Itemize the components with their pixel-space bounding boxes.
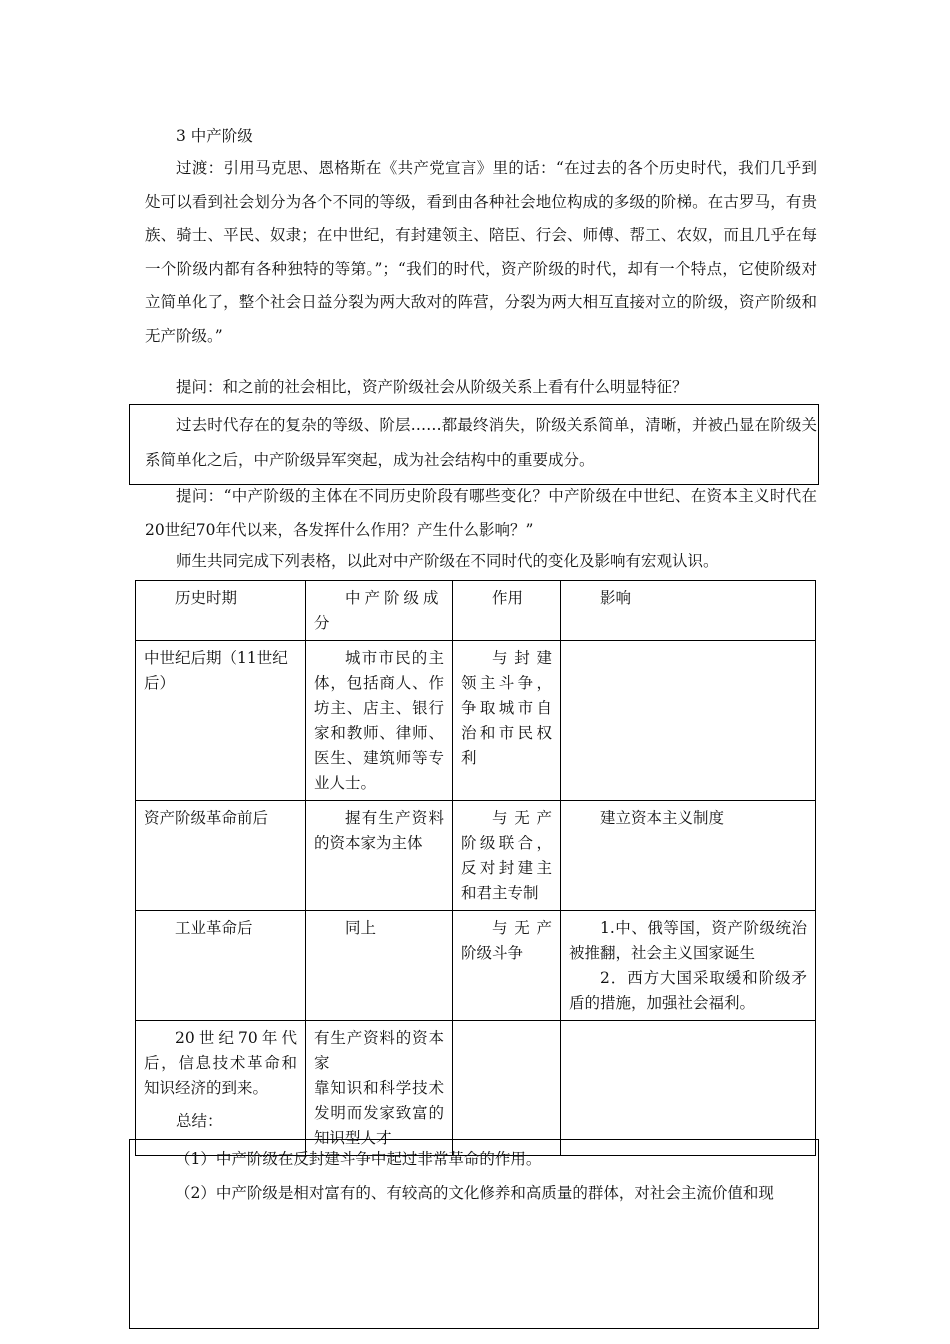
cell-role: 与无产阶级联合，反对封建主和君主专制 (453, 801, 561, 911)
summary-box (129, 1139, 819, 1329)
middle-class-table (135, 580, 816, 1156)
section-heading: 3 中产阶级 (176, 127, 253, 145)
table-row (136, 801, 816, 911)
header-period: 历史时期 (136, 581, 306, 641)
cell-composition: 城市市民的主体，包括商人、作坊主、店主、银行家和教师、律师、医生、建筑师等专业人士。 (306, 641, 453, 801)
table-header-row (136, 581, 816, 641)
cell-composition: 同上 (306, 911, 453, 1021)
cell-period: 工业革命后 (136, 911, 306, 1021)
cell-impact: 建立资本主义制度 (561, 801, 816, 911)
composition-item: 有生产资料的资本家 (314, 1029, 444, 1072)
header-composition: 中产阶级成分 (306, 581, 453, 641)
cell-impact (561, 1021, 816, 1156)
question-1: 提问：和之前的社会相比，资产阶级社会从阶级关系上看有什么明显特征？ (176, 378, 688, 396)
header-impact: 影响 (561, 581, 816, 641)
summary-item: （2）中产阶级是相对富有的、有较高的文化修养和高质量的群体，对社会主流价值和现 (175, 1184, 774, 1202)
cell-impact (561, 911, 816, 1021)
cell-impact (561, 641, 816, 801)
impact-item: 1.中、俄等国，资产阶级统治被推翻，社会主义国家诞生 (569, 919, 807, 962)
table-row (136, 641, 816, 801)
header-role: 作用 (453, 581, 561, 641)
summary-item: （1）中产阶级在反封建斗争中起过非常革命的作用。 (175, 1150, 542, 1168)
summary-label: 总结： (176, 1112, 223, 1130)
answer-1: 过去时代存在的复杂的等级、阶层……都最终消失，阶级关系简单，清晰，并被凸显在阶级关系简单化之后，中产阶级异军突起，成为社会结构中的重要成分。 (145, 416, 817, 469)
cell-period: 中世纪后期（11世纪后） (136, 641, 306, 801)
cell-role: 与封建领主斗争，争取城市自治和市民权利 (453, 641, 561, 801)
cell-composition: 握有生产资料的资本家为主体 (306, 801, 453, 911)
cell-role (453, 1021, 561, 1156)
cell-period: 资产阶级革命前后 (136, 801, 306, 911)
impact-item: 2．西方大国采取缓和阶级矛盾的措施，加强社会福利。 (569, 969, 807, 1012)
cell-period: 20世纪70年代后，信息技术革命和知识经济的到来。 (136, 1021, 306, 1156)
transition-paragraph: 过渡：引用马克思、恩格斯在《共产党宣言》里的话：“在过去的各个历史时代，我们几乎到处可以看到社会划分为各个不同的等级，看到由各种社会地位构成的多级的阶梯。在古罗马，有贵族、骑士、平民、奴隶；在中世纪，有封建领主、陪臣、行会、师傅、帮工、农奴，而且几乎在每一个阶级内都有各种独特的等第。”；“我们的时代，资产阶级的时代，却有一个特点，它使阶级对立简单化了，整个社会日益分裂为两大敌对的阵营，分裂为两大相互直接对立的阶级，资产阶级和无产阶级。” (145, 159, 817, 345)
cell-role: 与无产阶级斗争 (453, 911, 561, 1021)
question-2: 提问：“中产阶级的主体在不同历史阶段有哪些变化？中产阶级在中世纪、在资本主义时代在20世纪70年代以来，各发挥什么作用？产生什么影响？” (145, 487, 817, 539)
table-row (136, 911, 816, 1021)
table-instruction: 师生共同完成下列表格，以此对中产阶级在不同时代的变化及影响有宏观认识。 (176, 552, 719, 570)
answer-box-1 (129, 404, 819, 485)
composition-item: 靠知识和科学技术发明而发家致富的知识型人才 (314, 1079, 444, 1147)
